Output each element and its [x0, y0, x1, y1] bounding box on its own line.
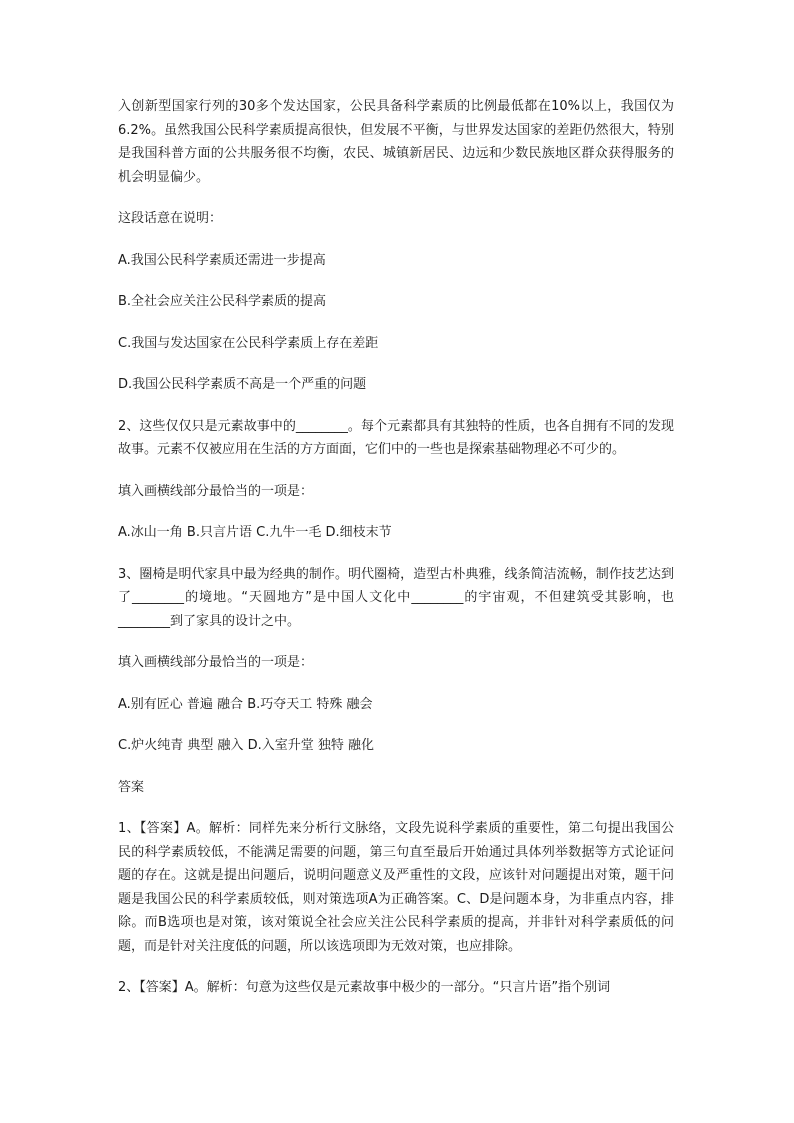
- option-1a: A.我国公民科学素质还需进一步提高: [118, 252, 326, 268]
- options-3-cd: C.炉火纯青 典型 融入 D.入室升堂 独特 融化: [118, 738, 375, 753]
- option-1d: D.我国公民科学素质不高是一个严重的问题: [118, 377, 367, 392]
- question-3: 3、圈椅是明代家具中最为经典的制作。明代圈椅，造型古朴典雅，线条简洁流畅，制作技艺达到了________的境地。“天圆地方”是中国人文化中________的宇宙观，不但建筑受其影响，也________到了家具的设计之中。: [118, 566, 674, 629]
- question-prompt-3: 填入画横线部分最恰当的一项是：: [118, 655, 314, 670]
- options-2: A.冰山一角 B.只言片语 C.九牛一毛 D.细枝末节: [118, 525, 392, 540]
- question-prompt-2: 填入画横线部分最恰当的一项是：: [118, 483, 314, 499]
- answer-1: 1、【答案】A。解析：同样先来分析行文脉络，文段先说科学素质的重要性，第二句提出我国公民的科学素质较低，不能满足需要的问题，第三句直至最后开始通过具体列举数据等方式论证问题的存在。这就是提出问题后，说明问题意义及严重性的文段，应该针对问题提出对策，题干问题是我国公民的科学素质较低，则对策选项A为正确答案。C、D是问题本身，为非重点内容，排除。而B选项也是对策，该对策说全社会应关注公民科学素质的提高，并非针对科学素质低的问题，而是针对关注度低的问题，所以该选项即为无效对策，也应排除。: [118, 821, 674, 954]
- document-page: [118, 95, 674, 1018]
- question-2: 2、这些仅仅只是元素故事中的________。每个元素都具有其独特的性质，也各自拥有不同的发现故事。元素不仅被应用在生活的方方面面，它们中的一些也是探索基础物理必不可少的。: [118, 418, 674, 457]
- passage-paragraph-1: 入创新型国家行列的30多个发达国家，公民具备科学素质的比例最低都在10%以上，我国仅为6.2%。虽然我国公民科学素质提高很快，但发展不平衡，与世界发达国家的差距仍然很大，特别是我国科普方面的公共服务很不均衡，农民、城镇新居民、边远和少数民族地区群众获得服务的机会明显偏少。: [118, 99, 674, 185]
- options-3-ab: A.别有匠心 普遍 融合 B.巧夺天工 特殊 融会: [118, 696, 373, 712]
- question-prompt-1: 这段话意在说明：: [118, 211, 223, 226]
- answer-2: 2、【答案】A。解析：句意为这些仅是元素故事中极少的一部分。“只言片语”指个别词: [118, 980, 611, 995]
- option-1b: B.全社会应关注公民科学素质的提高: [118, 294, 327, 309]
- answer-heading: 答案: [118, 779, 145, 795]
- option-1c: C.我国与发达国家在公民科学素质上存在差距: [118, 335, 379, 351]
